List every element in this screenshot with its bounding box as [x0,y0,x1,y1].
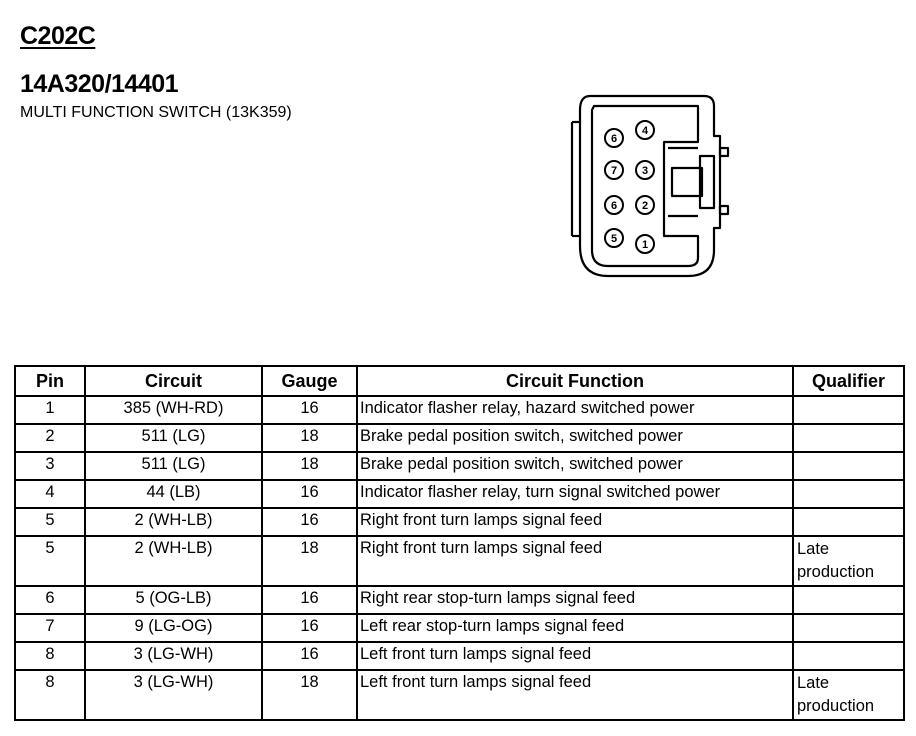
cell-circuit: 511 (LG) [85,424,262,452]
cell-function: Brake pedal position switch, switched power [357,452,793,480]
pin-table [14,365,905,721]
cell-circuit: 5 (OG-LB) [85,586,262,614]
table-row [15,670,904,720]
cell-qualifier: Late production [793,536,904,586]
table-row [15,452,904,480]
table-row [15,614,904,642]
pin-1 [636,235,654,253]
pin-6 [605,129,623,147]
cell-function: Left front turn lamps signal feed [357,642,793,670]
cell-gauge: 18 [262,424,357,452]
cell-gauge: 16 [262,642,357,670]
cell-pin: 2 [15,424,85,452]
cell-pin: 3 [15,452,85,480]
pin-2 [636,196,654,214]
header-qualifier: Qualifier [793,366,904,396]
cell-qualifier: Late production [793,670,904,720]
cell-qualifier [793,614,904,642]
pin-2-label: 2 [641,200,649,212]
cell-circuit: 2 (WH-LB) [85,508,262,536]
cell-qualifier [793,508,904,536]
cell-gauge: 16 [262,396,357,424]
header-gauge: Gauge [262,366,357,396]
pin-4 [636,121,654,139]
cell-gauge: 18 [262,536,357,586]
pin-6-label: 6 [610,133,618,145]
cell-circuit: 9 (LG-OG) [85,614,262,642]
cell-pin: 5 [15,536,85,586]
cell-qualifier [793,586,904,614]
cell-gauge: 16 [262,614,357,642]
table-row [15,536,904,586]
header-circuit-function: Circuit Function [357,366,793,396]
header-pin: Pin [15,366,85,396]
pin-layout [605,121,654,253]
pin-6b [605,196,623,214]
cell-gauge: 16 [262,586,357,614]
connector-id: C202C [20,22,96,50]
pin-7 [605,161,623,179]
cell-pin: 1 [15,396,85,424]
pin-3-label: 3 [641,165,649,177]
part-number: 14A320/14401 [20,70,179,98]
pin-7-label: 7 [610,165,618,177]
cell-pin: 7 [15,614,85,642]
cell-pin: 5 [15,508,85,536]
table-header-row [15,366,904,396]
cell-function: Right rear stop-turn lamps signal feed [357,586,793,614]
table-row [15,642,904,670]
pin-5 [605,229,623,247]
pin-3 [636,161,654,179]
cell-pin: 6 [15,586,85,614]
cell-qualifier [793,642,904,670]
cell-function: Left rear stop-turn lamps signal feed [357,614,793,642]
cell-function: Indicator flasher relay, hazard switched power [357,396,793,424]
connector-face-diagram [568,88,738,288]
cell-circuit: 3 (LG-WH) [85,642,262,670]
cell-qualifier [793,396,904,424]
cell-qualifier [793,424,904,452]
pin-1-label: 1 [641,239,649,251]
table-row [15,508,904,536]
cell-gauge: 18 [262,452,357,480]
cell-gauge: 16 [262,480,357,508]
pin-4-label: 4 [641,125,649,137]
table-row [15,586,904,614]
table-row [15,424,904,452]
cell-gauge: 18 [262,670,357,720]
table-row [15,396,904,424]
cell-circuit: 511 (LG) [85,452,262,480]
cell-function: Right front turn lamps signal feed [357,536,793,586]
locking-tab [672,168,702,196]
cell-qualifier [793,480,904,508]
cell-qualifier [793,452,904,480]
pin-5-label: 5 [610,233,618,245]
cell-pin: 8 [15,670,85,720]
cell-function: Right front turn lamps signal feed [357,508,793,536]
cell-circuit: 44 (LB) [85,480,262,508]
cell-gauge: 16 [262,508,357,536]
cell-function: Indicator flasher relay, turn signal switched power [357,480,793,508]
component-name: MULTI FUNCTION SWITCH (13K359) [20,104,292,121]
cell-pin: 4 [15,480,85,508]
cell-pin: 8 [15,642,85,670]
cell-function: Brake pedal position switch, switched power [357,424,793,452]
table-row [15,480,904,508]
pin-6b-label: 6 [610,200,618,212]
cell-function: Left front turn lamps signal feed [357,670,793,720]
cell-circuit: 2 (WH-LB) [85,536,262,586]
header-circuit: Circuit [85,366,262,396]
cell-circuit: 385 (WH-RD) [85,396,262,424]
cell-circuit: 3 (LG-WH) [85,670,262,720]
